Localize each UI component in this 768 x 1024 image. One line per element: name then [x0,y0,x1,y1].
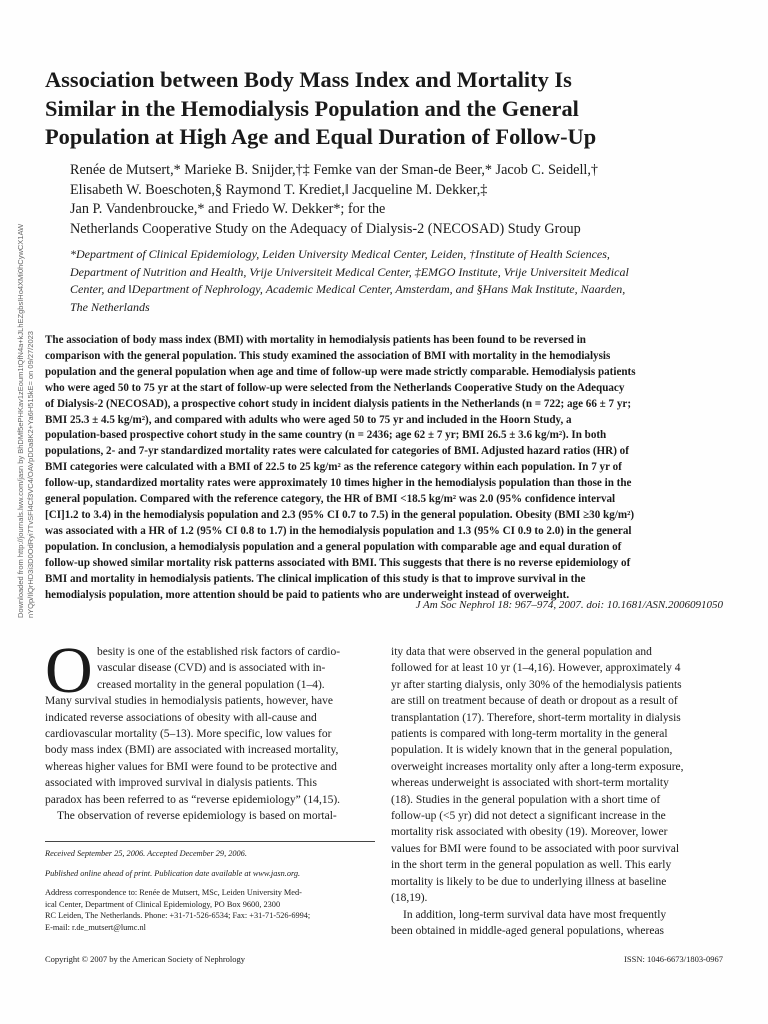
correspondence-line: RC Leiden, The Netherlands. Phone: +31-71-526-6534; Fax: +31-71-526-6994; [45,911,311,921]
body-line: followed for at least 10 yr (1–4,16). However, approximately 4 [391,662,681,675]
author-line: Netherlands Cooperative Study on the Adequacy of Dialysis-2 (NECOSAD) Study Group [70,220,581,237]
body-line: associated with improved survival in dialysis patients. This [45,777,317,790]
author-line: Jan P. Vandenbroucke,* and Friedo W. Dekker*; for the [70,201,386,217]
drop-cap: O [45,634,93,707]
abstract-line: population-based prospective cohort study in the same country (n = 2436; age 62 ± 7 yr; BMI 26.5 ± 3.6 kg/m²). In both [45,429,607,442]
abstract-line: comparison with the general population. This study examined the association of BMI with mortality in the hemodialysis [45,349,611,362]
body-column-left [45,644,377,824]
title-line: Population at High Age and Equal Duration of Follow-Up [45,124,597,149]
body-line: paradox has been referred to as “reverse epidemiology” (14,15). [45,793,341,806]
body-line: in the short term in the general population as well. This early [391,859,672,872]
author-list [70,161,740,239]
body-line: overweight increases mortality only after a long-term exposure, [391,760,684,773]
body-line: whereas underweight is associated with short-term mortality [391,777,669,790]
abstract-line: who were aged 50 to 75 yr at the start of follow-up were selected from the Netherlands Cooperative Study on the Adequacy [45,381,625,394]
body-line: are still on treatment because of death or dropout as a result of [391,695,678,708]
abstract-line: population and the general population when age and time of follow-up were made strictly comparable. Hemodialysis patients [45,365,636,378]
body-line: (18,19). [391,892,428,905]
watermark-line: Downloaded from http://journals.lww.com/jasn by BhDMf5ePHKav1zEoum1tQfN4a+kJLhEZgbsIHo4XMi0hCywCX1AW [16,223,25,618]
abstract-line: follow-up showed similar mortality risk patterns associated with BMI. This suggests that there is no reverse epidemiology of [45,556,631,569]
correspondence-line: ical Center, Department of Clinical Epidemiology, PO Box 9600, 2300 [45,899,281,909]
abstract-line: general population. Compared with the reference category, the HR of BMI <18.5 kg/m² was 2.0 (95% confidence interval [45,493,616,506]
abstract-line: [CI]1.2 to 3.4) in the hemodialysis population and 2.3 (95% CI 0.7 to 7.5) in the general population. Obesity (BMI ≥30 kg/m²) [45,508,635,521]
copyright-footer: Copyright © 2007 by the American Society of Nephrology [45,954,246,964]
body-line: cardiovascular mortality (5–13). More specific, low values for [45,728,332,741]
footnotes [45,848,377,934]
body-line: values for BMI were found to be associated with poor survival [391,842,680,855]
abstract-line: hemodialysis population, more attention should be paid to patients who are underweight instead of overweight. [45,588,570,601]
body-line: The observation of reverse epidemiology is based on mortal- [57,810,337,823]
abstract-line: of Dialysis-2 (NECOSAD), a prospective cohort study in incident dialysis patients in the Netherlands (n = 722; age 66 ± 7 yr; [45,397,632,410]
body-line: indicated reverse associations of obesity with all-cause and [45,711,317,724]
article-title [45,66,735,152]
body-line: body mass index (BMI) are associated with increased mortality, [45,744,339,757]
issn-footer: ISSN: 1046-6673/1803-0967 [624,954,723,964]
body-line: been obtained in middle-aged general populations, whereas [391,924,665,937]
body-line: vascular disease (CVD) and is associated with in- [97,662,326,675]
abstract-line: population. In conclusion, a hemodialysis population and a general population with comparable age and equal duration of [45,540,622,553]
body-line: mortality risk associated with obesity (19). Moreover, lower [391,826,668,839]
body-line: (18). Studies in the general population with a short time of [391,793,661,806]
affiliations [70,246,740,316]
abstract-line: populations, 2- and 7-yr standardized mortality rates were calculated for categories of BMI. Adjusted hazard ratios (HR) of [45,445,629,458]
footnote-divider [45,841,375,842]
correspondence-line: Address correspondence to: Renée de Mutsert, MSc, Leiden University Med- [45,888,302,898]
watermark-line: nYQp/IlQrHD3i3D0OdRyi7TvSFl4Cf3VC4/OAVpDDa8K2+Ya6H515kE= on 09/27/2023 [26,331,35,618]
journal-citation: J Am Soc Nephrol 18: 967–974, 2007. doi: 10.1681/ASN.2006091050 [415,599,723,611]
body-line: mortality is likely to be due to underlying illness at baseline [391,875,667,888]
affiliation-line: The Netherlands [70,299,150,314]
author-line: Renée de Mutsert,* Marieke B. Snijder,†‡ Femke van der Sman-de Beer,* Jacob C. Seidell,† [70,162,599,178]
body-line: patients is compared with long-term mortality in the general [391,728,668,741]
body-line: yr after starting dialysis, only 30% of the hemodialysis patients [391,678,682,691]
body-line: follow-up (<5 yr) did not detect a significant increase in the [391,810,666,823]
correspondence-line: E-mail: r.de_mutsert@lumc.nl [45,922,146,932]
published-note: Published online ahead of print. Publication date available at www.jasn.org. [45,868,301,878]
body-column-right [391,644,723,939]
body-line: In addition, long-term survival data have most frequently [403,908,667,921]
author-line: Elisabeth W. Boeschoten,§ Raymond T. Krediet,‖ Jacqueline M. Dekker,‡ [70,181,488,198]
body-line: whereas higher values for BMI were found to be protective and [45,760,337,773]
title-line: Association between Body Mass Index and Mortality Is [45,67,572,92]
affiliation-line: Department of Nutrition and Health, Vrije Universiteit Medical Center, ‡EMGO Institute, Vrije Universiteit Medical [70,264,629,279]
abstract-line: follow-up, standardized mortality rates were approximately 10 times higher in the hemodialysis population than those in the [45,477,632,490]
affiliation-line: *Department of Clinical Epidemiology, Leiden University Medical Center, Leiden, †Institute of Health Sciences, [70,247,610,261]
body-line: besity is one of the established risk factors of cardio- [97,646,341,658]
body-line: population. It is widely known that in the general population, [391,744,673,757]
abstract-line: BMI 25.3 ± 4.5 kg/m²), and compared with adults who were aged 50 to 75 yr and included in the Hoorn Study, a [45,413,572,426]
body-line: Many survival studies in hemodialysis patients, however, have [45,695,333,708]
affiliation-line: Center, and ‖Department of Nephrology, Academic Medical Center, Amsterdam, and §Hans Mak Institute, Naarden, [70,282,626,296]
abstract-line: was associated with a HR of 1.2 (95% CI 0.8 to 1.7) in the hemodialysis population and 1.3 (95% CI 0.9 to 2.0) in the general [45,524,632,537]
title-line: Similar in the Hemodialysis Population and the General [45,95,579,121]
received-date: Received September 25, 2006. Accepted December 29, 2006. [45,849,247,858]
body-line: creased mortality in the general population (1–4). [97,678,325,691]
abstract [45,333,725,603]
abstract-line: The association of body mass index (BMI) with mortality in hemodialysis patients has been found to be reversed in [45,334,586,346]
abstract-line: BMI categories were calculated with a BMI of 22.5 to 25 kg/m² as the reference category within each population. In 7 yr of [45,461,622,474]
abstract-line: BMI and mortality in hemodialysis patients. The clinical implication of this study is that to improve survival in the [45,572,586,585]
body-line: transplantation (17). Therefore, short-term mortality in dialysis [391,711,681,724]
body-line: ity data that were observed in the general population and [391,646,652,658]
